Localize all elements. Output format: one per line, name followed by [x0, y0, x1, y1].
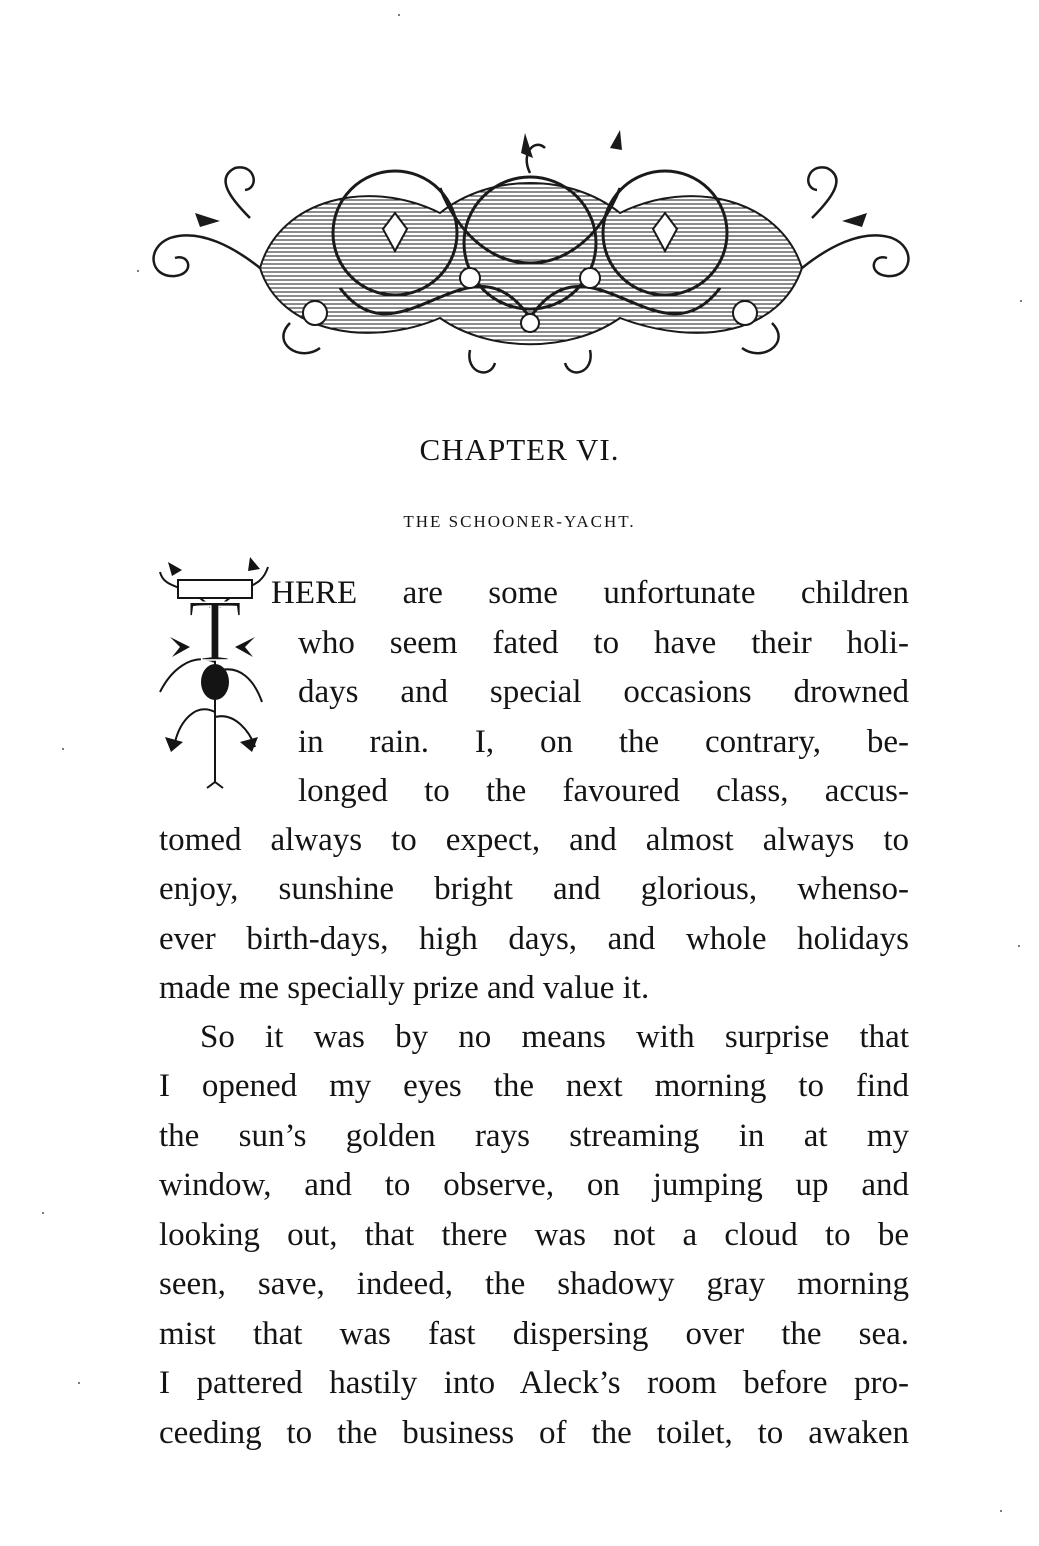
chapter-subtitle: THE SCHOONER-YACHT. [403, 512, 636, 531]
text-line: I opened my eyes the next morning to find [159, 1068, 909, 1104]
text-line: looking out, that there was not a cloud to be [159, 1217, 909, 1253]
text-line: HERE are some unfortunate children [271, 575, 909, 611]
text-line: So it was by no means with surprise that [200, 1019, 909, 1055]
scan-speck [1020, 300, 1022, 302]
text-line: mist that was fast dispersing over the sea. [159, 1316, 909, 1352]
text-line: ever birth-days, high days, and whole holidays [159, 921, 909, 957]
scan-speck [62, 748, 64, 750]
scan-speck [42, 1212, 44, 1214]
text-line: tomed always to expect, and almost always to [159, 822, 909, 858]
text-line: the sun’s golden rays streaming in at my [159, 1118, 909, 1154]
scan-speck [398, 14, 400, 16]
text-line: who seem fated to have their holi- [298, 625, 909, 661]
floral-headpiece-icon [140, 118, 922, 388]
text-line: days and special occasions drowned [298, 674, 909, 710]
text-line: ceeding to the business of the toilet, to awaken [159, 1415, 909, 1451]
text-line: longed to the favoured class, accus- [298, 773, 909, 809]
svg-text:T: T [188, 583, 242, 680]
scan-speck [78, 1382, 80, 1384]
text-line: in rain. I, on the contrary, be- [298, 724, 909, 760]
text-line: I pattered hastily into Aleck’s room before pro- [159, 1365, 909, 1401]
text-line: made me specially prize and value it. [159, 970, 650, 1006]
scan-speck [1018, 945, 1020, 947]
scan-speck [137, 270, 139, 272]
thistle-drop-cap-icon [150, 542, 275, 792]
chapter-title: CHAPTER VI. [419, 432, 620, 467]
scan-speck [1000, 1510, 1002, 1512]
text-line: enjoy, sunshine bright and glorious, whenso- [159, 871, 909, 907]
text-line: seen, save, indeed, the shadowy gray morning [159, 1266, 909, 1302]
text-line: window, and to observe, on jumping up and [159, 1167, 909, 1203]
